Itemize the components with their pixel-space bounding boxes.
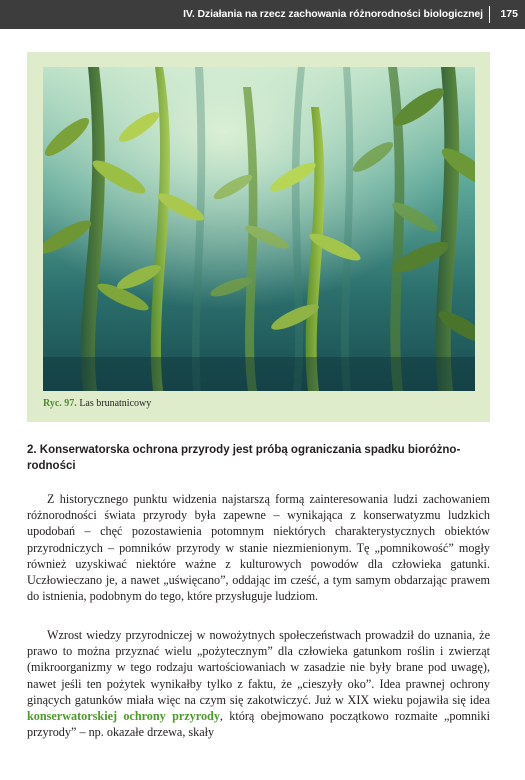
kelp-forest-photo	[43, 67, 475, 391]
running-header	[0, 0, 525, 29]
header-divider	[489, 6, 490, 23]
kelp-forest-illustration	[43, 67, 475, 391]
figure-caption	[43, 398, 151, 409]
section-heading: 2. Konserwatorska ochrona przyrody jest próbą ograniczania spadku bioróżnorodności	[27, 444, 461, 472]
paragraph-2-text-before: Wzrost wiedzy przyrodniczej w nowożytnych społeczeństwach prowadził do uznania, że prawo to można przyznać wielu „pożytecznym” dla człowieka gatunkom roślin i zwierząt (mikroorganizmy w tego rodzaju wartościowaniach w zasadzie nie były brane pod uwagę), nawet jeśli ten pożytek wynikałby tylko z faktu, że „cieszyły oko”. Idea prawnej ochrony ginących gatunków miała więc na czym się zakotwiczyć. Już w XIX wieku pojawiła się idea	[27, 628, 490, 707]
figure-caption-text: Las brunatnicowy	[79, 398, 152, 409]
chapter-title: IV. Działania na rzecz zachowania różnorodności biologicznej	[183, 8, 483, 20]
paragraph-1: Z historycznego punktu widzenia najstarszą formą zainteresowania ludzi zachowaniem różnorodności świata przyrody była zapewne – wynikająca z konserwatyzmu ludzkich upodobań – chęć pozostawienia potomnym niektórych charakterystycznych obiektów przyrodniczych – pomników przyrody w stanie niezmienionym. Tę „pomnikowość” mogły również uzyskiwać niektóre ważne z kulturowych powodów dla człowieka gatunki. Uczłowieczano je, a nawet „uświęcano”, oddając im cześć, a tym samym obdarzając prawem do istnienia, podobnym do tego, które przysługuje ludziom.	[27, 492, 490, 604]
figure-box	[27, 52, 490, 422]
paragraph-2	[27, 627, 490, 740]
highlighted-term: konserwatorskiej ochrony przyrody	[27, 709, 220, 724]
paragraph-2-text-after: , którą obejmowano początkowo rozmaite „pomniki przyrody” – np. okazałe drzewa, skały	[27, 709, 490, 740]
page-number: 175	[500, 8, 518, 20]
figure-label: Ryc. 97.	[43, 398, 77, 409]
